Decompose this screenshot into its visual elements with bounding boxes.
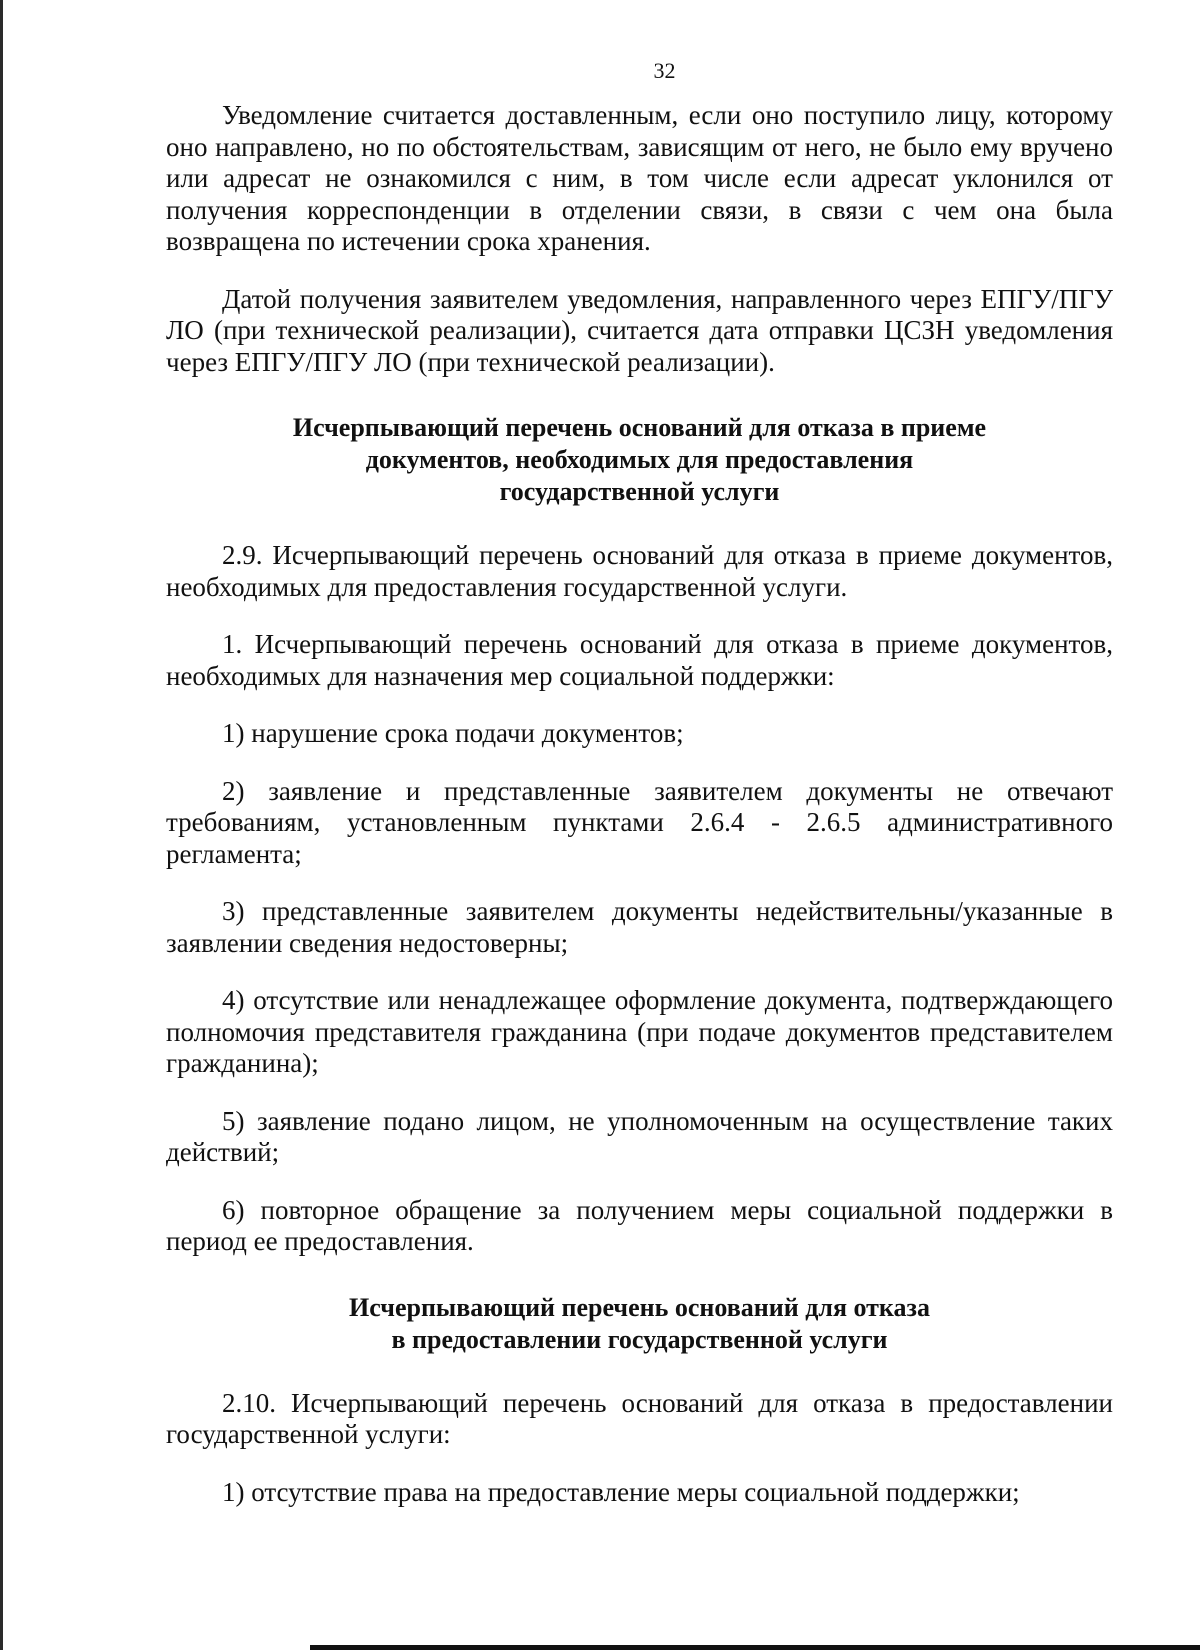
paragraph-notification-date: Датой получения заявителем уведомления, направленного через ЕПГУ/ПГУ ЛО (при технической реализации), считается дата отправки ЦСЗН уведомления через ЕПГУ/ПГУ ЛО (при технической реализации). [166,283,1113,377]
heading-line: документов, необходимых для предоставления [365,445,914,474]
scan-bottom-edge [310,1645,1200,1650]
document-page [166,56,1113,1534]
section-heading-refusal-acceptance [166,412,1113,508]
paragraph-notification-delivered: Уведомление считается доставленным, если оно поступило лицу, которому оно направлено, но по обстоятельствам, зависящим от него, не было ему вручено или адресат не ознакомился с ним, в том числе если адресат уклонился от получения корреспонденции в отделении связи, в связи с чем она была возвращена по истечении срока хранения. [166,100,1113,256]
page-number: 32 [653,58,676,83]
list-item: 3) представленные заявителем документы недействительны/указанные в заявлении сведения недостоверны; [166,896,1113,958]
paragraph-2-9-sub-1: 1. Исчерпывающий перечень оснований для отказа в приеме документов, необходимых для назначения мер социальной поддержки: [166,629,1113,691]
heading-line: государственной услуги [499,477,780,506]
section-heading-refusal-service [166,1292,1113,1356]
heading-line: Исчерпывающий перечень оснований для отказа [349,1292,930,1322]
list-item: 4) отсутствие или ненадлежащее оформление документа, подтверждающего полномочия представителя гражданина (при подаче документов представителем гражданина); [166,985,1113,1078]
list-item: 2) заявление и представленные заявителем документы не отвечают требованиям, установленным пунктами 2.6.4 - 2.6.5 административного регламента; [166,775,1113,869]
heading-line: в предоставлении государственной услуги [391,1324,888,1354]
heading-line: Исчерпывающий перечень оснований для отказа в приеме [292,413,987,442]
list-item: 1) отсутствие права на предоставление меры социальной поддержки; [222,1476,1020,1507]
paragraph-2-10: 2.10. Исчерпывающий перечень оснований для отказа в предоставлении государственной услуги: [166,1387,1113,1449]
paragraph-2-9: 2.9. Исчерпывающий перечень оснований для отказа в приеме документов, необходимых для предоставления государственной услуги. [166,540,1113,602]
list-item: 6) повторное обращение за получением меры социальной поддержки в период ее предоставления. [166,1194,1113,1256]
scan-left-edge [0,0,3,1650]
list-item: 5) заявление подано лицом, не уполномоченным на осуществление таких действий; [166,1105,1113,1167]
list-item: 1) нарушение срока подачи документов; [222,718,684,748]
